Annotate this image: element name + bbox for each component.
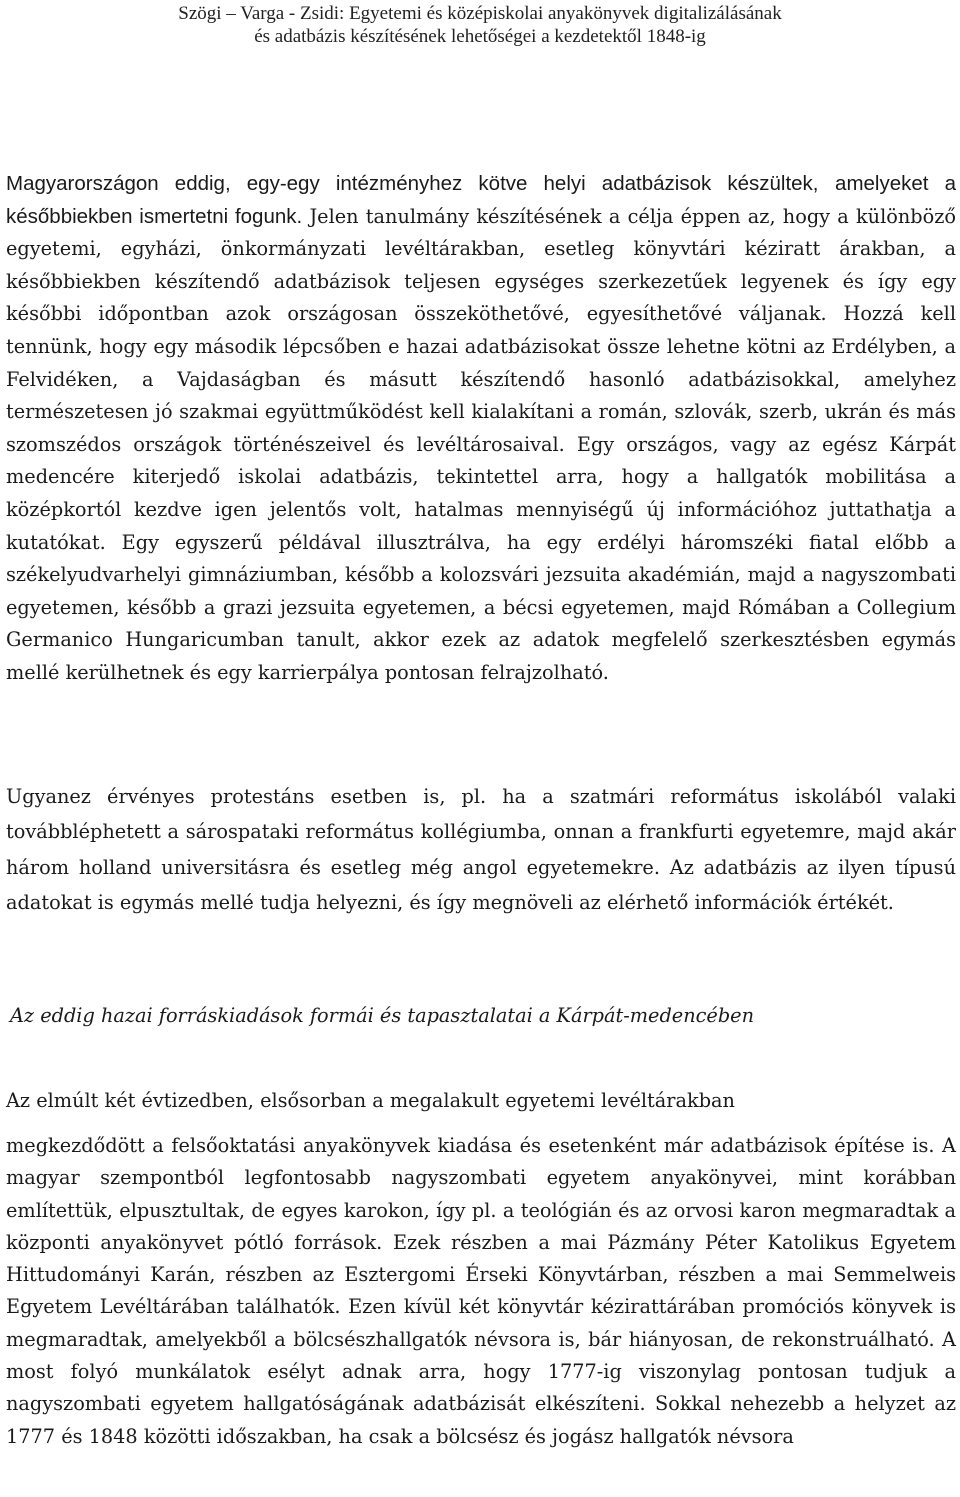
running-header	[0, 2, 960, 48]
paragraph-1-text: Jelen tanulmány készítésének a célja éppen az, hogy a különböző egyetemi, egyházi, önkormányzati levéltárakban, esetleg könyvtári kéziratt árakban, a későbbiekben készítendő adatbázisok teljesen egységes szerkezetűek legyenek és így egy későbbi időpontban azok országosan összeköthetővé, egyesíthetővé váljanak. Hozzá kell tennünk, hogy egy második lépcsőben e hazai adatbázisokat össze lehetne kötni az Erdélyben, a Felvidéken, a Vajdaságban és másutt készítendő hasonló adatbázisokkal, amelyhez természetesen jó szakmai együttműködést kell kialakítani a román, szlovák, szerb, ukrán és más szomszédos országok történészeivel és levéltárosaival. Egy országos, vagy az egész Kárpát medencére kiterjedő iskolai adatbázis, tekintettel arra, hogy a hallgatók mobilitása a középkortól kezdve igen jelentős volt, hatalmas mennyiségű új információhoz juttathatja a kutatókat. Egy egyszerű példával illusztrálva, ha egy erdélyi háromszéki fiatal előbb a székelyudvarhelyi gimnáziumban, később a kolozsvári jezsuita akadémián, majd a nagyszombati egyetemen, később a grazi jezsuita egyetemen, a bécsi egyetemen, majd Rómában a Collegium Germanico Hungaricumban tanult, akkor ezek az adatok megfelelő szerkesztésben egymás mellé kerülhetnek és egy karrierpálya pontosan felrajzolható.	[6, 204, 957, 684]
paragraph-2-text: Ugyanez érvényes protestáns esetben is, pl. ha a szatmári református iskolából valaki továbbléphetett a sárospataki református kollégiumba, onnan a frankfurti egyetemre, majd akár három holland universitásra és esetleg még angol egyetemekre. Az adatbázis az ilyen típusú adatokat is egymás mellé tudja helyezni, és így megnöveli az elérhető információk értékét.	[6, 785, 956, 914]
paragraph-1-line-1: Magyarországon eddig, egy-egy intézményhez kötve helyi adatbázisok készültek,	[6, 172, 819, 195]
header-line-1: Szögi – Varga - Zsidi: Egyetemi és középiskolai anyakönyvek digitalizálásának	[178, 3, 782, 24]
header-line-2: és adatbázis készítésének lehetőségei a kezdetektől 1848-ig	[254, 26, 706, 47]
section-heading: Az eddig hazai forráskiadások formái és tapasztalatai a Kárpát-medencében	[10, 1004, 755, 1027]
body-paragraph-3	[6, 1130, 956, 1453]
body-paragraph-1	[6, 168, 956, 690]
paragraph-3-text: megkezdődött a felsőoktatási anyakönyvek kiadása és esetenként már adatbázisok építése is. A magyar szempontból legfontosabb nagyszombati egyetem anyakönyvei, mint korábban említettük, elpusztultak, de egyes karokon, így pl. a teológián és az orvosi karon megmaradtak a központi anyakönyvet pótló források. Ezek részben a mai Pázmány Péter Katolikus Egyetem Hittudományi Karán, részben az Esztergomi Érseki Könyvtárban, részben a mai Semmelweis Egyetem Levéltárában találhatók. Ezen kívül két könyvtár kézirattárában promóciós könyvek is megmaradtak, amelyekből a bölcsészhallgatók névsora is, bár hiányosan, de rekonstruálható. A most folyó munkálatok esélyt adnak arra, hogy 1777-ig viszonylag pontosan tudjuk a nagyszombati egyetem hallgatóságának adatbázisát elkészíteni. Sokkal nehezebb a helyzet az 1777 és 1848 közötti időszakban, ha csak a bölcsész és jogász hallgatók névsora	[6, 1134, 956, 1448]
paragraph-1-line-2: amelyeket a későbbiekben ismertetni fogunk.	[6, 172, 956, 228]
body-paragraph-2	[6, 779, 956, 920]
section-lead-line: Az elmúlt két évtizedben, elsősorban a megalakult egyetemi levéltárakban	[6, 1089, 735, 1112]
